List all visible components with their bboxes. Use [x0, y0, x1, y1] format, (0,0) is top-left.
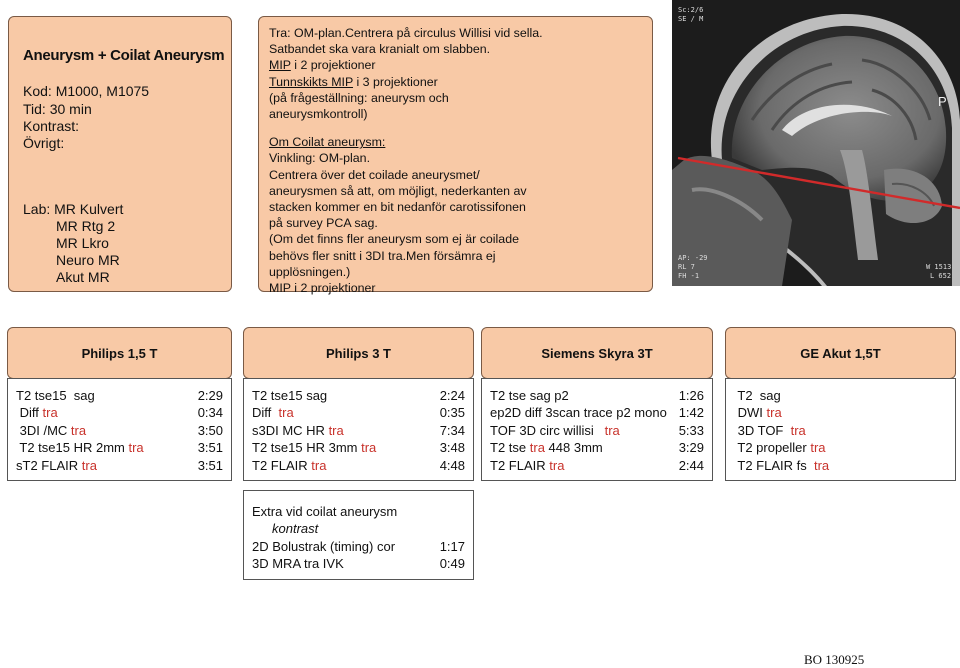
protocol-text: T2 tse15 sag — [16, 388, 95, 403]
protocol-row — [16, 404, 223, 421]
lab-item: MR Rtg 2 — [56, 218, 116, 234]
orientation-tag: tra — [790, 422, 806, 438]
protocol-text: T2 FLAIR — [490, 457, 550, 473]
protocol-row — [734, 457, 947, 474]
instr-line — [269, 74, 652, 90]
protocol-label — [734, 457, 829, 474]
orientation-tag: tra — [278, 405, 294, 421]
instr-line: Satbandet ska vara kranialt om slabben. — [269, 42, 491, 57]
mip-link: MIP — [269, 58, 291, 73]
protocol-text: DWI — [734, 405, 767, 421]
mri-label: FH -1 — [678, 272, 700, 280]
mri-label: AP: -29 — [678, 254, 708, 262]
protocol-label — [734, 387, 781, 404]
protocol-time: 0:34 — [197, 405, 223, 421]
protocol-row — [734, 404, 947, 421]
mri-label: L 652 — [930, 272, 952, 280]
lab-list — [23, 201, 123, 286]
protocol-title: Aneurysm + Coilat Aneurysm — [23, 47, 225, 64]
instr-line: Centrera över det coilade aneurysmet/ — [269, 167, 480, 182]
protocol-row — [490, 422, 704, 439]
tid-line: Tid: 30 min — [23, 101, 92, 117]
mri-graphic — [672, 0, 960, 286]
instr-line: (på frågeställning: aneurysm och — [269, 90, 449, 105]
protocol-text: 3DI /MC — [16, 422, 71, 438]
mri-label: SE / M — [678, 15, 704, 23]
protocol-text: s3DI MC HR — [252, 422, 329, 438]
protocol-text: sT2 FLAIR — [16, 457, 82, 473]
lab-item: Akut MR — [56, 269, 110, 285]
protocol-text: Diff — [252, 405, 279, 421]
instr-line: (Om det finns fler aneurysm som ej är coilade — [269, 232, 519, 247]
orientation-tag: tra — [766, 405, 782, 421]
protocol-text: T2 tse sag p2 — [490, 388, 569, 403]
protocol-time: 4:48 — [439, 457, 465, 473]
protocol-label — [16, 422, 86, 439]
instr-line: aneurysmen så att, om möjligt, nederkanten av — [269, 183, 527, 198]
orientation-tag: tra — [42, 405, 58, 421]
orientation-tag: tra — [128, 440, 144, 456]
extra-subtitle: kontrast — [272, 521, 319, 537]
protocol-label — [734, 439, 826, 456]
protocol-time: 3:51 — [197, 440, 223, 456]
orientation-tag: tra — [604, 422, 620, 438]
protocol-label — [490, 387, 569, 404]
protocol-row — [16, 439, 223, 456]
protocol-row — [490, 457, 704, 474]
mri-orientation: P — [938, 94, 947, 109]
protocol-card — [7, 378, 232, 481]
orientation-tag: tra — [810, 440, 826, 456]
extra-time: 0:49 — [439, 556, 465, 572]
instr-text: i 2 projektioner — [290, 58, 376, 73]
protocol-label — [16, 457, 97, 474]
extra-time: 1:17 — [439, 538, 465, 554]
kontrast-line: Kontrast: — [23, 118, 80, 134]
protocol-text: ep2D diff 3scan trace p2 mono — [490, 405, 667, 421]
instr-line: upplösningen.) — [269, 264, 351, 279]
document-code: BO 130925 — [804, 652, 865, 667]
kod-line: Kod: M1000, M1075 — [23, 83, 150, 99]
orientation-tag: tra — [549, 457, 565, 473]
protocol-label — [252, 439, 376, 456]
protocol-label — [252, 422, 344, 439]
protocol-label — [734, 422, 806, 439]
protocol-label — [490, 422, 620, 439]
orientation-tag: tra — [328, 422, 344, 438]
protocol-row — [252, 387, 465, 404]
extra-coil-box — [243, 490, 474, 580]
protocol-time: 3:50 — [197, 422, 223, 438]
protocol-time: 7:34 — [439, 422, 465, 438]
protocol-text: T2 propeller — [734, 440, 811, 456]
instr-text: i 3 projektioner — [353, 74, 438, 89]
protocol-label — [252, 404, 294, 421]
protocol-row — [252, 422, 465, 439]
protocol-text: 3D TOF — [734, 422, 791, 438]
protocol-time: 0:35 — [439, 405, 465, 421]
extra-row — [252, 538, 465, 555]
mri-label: RL 7 — [678, 263, 695, 271]
protocol-row — [252, 404, 465, 421]
instr-line: aneurysmkontroll) — [269, 107, 368, 122]
orientation-tag: tra — [813, 457, 830, 473]
protocol-card — [725, 378, 956, 481]
protocol-text: T2 FLAIR — [252, 457, 312, 473]
instr-line: behövs fler snitt i 3DI tra.Men försämra ej — [269, 248, 496, 263]
protocol-row — [734, 387, 947, 404]
protocol-card — [243, 378, 474, 481]
protocol-time: 2:44 — [678, 457, 704, 473]
orientation-tag: tra — [81, 457, 97, 473]
protocol-label — [490, 457, 564, 474]
scanner-header: Siemens Skyra 3T — [481, 327, 713, 379]
protocol-time: 2:24 — [439, 388, 465, 403]
protocol-label — [734, 404, 782, 421]
protocol-row — [490, 439, 704, 456]
protocol-info-box — [8, 16, 232, 292]
ovrigt-line: Övrigt: — [23, 135, 65, 151]
lab-first: Lab: MR Kulvert — [23, 201, 124, 217]
mri-label: W 1513 — [926, 263, 952, 271]
protocol-label — [16, 404, 58, 421]
instr-line: på survey PCA sag. — [269, 216, 378, 231]
protocol-row — [490, 404, 704, 421]
scanner-header: GE Akut 1,5T — [725, 327, 956, 379]
protocol-time: 1:26 — [678, 388, 704, 403]
protocol-label — [490, 439, 603, 456]
mri-sagittal-image — [672, 0, 960, 286]
protocol-time: 3:48 — [439, 440, 465, 456]
protocol-text: T2 tse15 sag — [252, 388, 328, 403]
protocol-row — [490, 387, 704, 404]
protocol-label — [252, 457, 326, 474]
lab-item: MR Lkro — [56, 235, 109, 251]
protocol-time: 1:42 — [678, 405, 704, 421]
extra-row — [252, 555, 465, 572]
protocol-row — [252, 457, 465, 474]
protocol-time: 3:29 — [678, 440, 704, 456]
coil-heading: Om Coilat aneurysm: — [269, 135, 386, 150]
instr-line: Tra: OM-plan.Centrera på circulus Willisi vid sella. — [269, 26, 543, 40]
protocol-row — [734, 422, 947, 439]
protocol-label — [16, 387, 95, 404]
protocol-label — [16, 439, 144, 456]
orientation-tag: tra — [361, 440, 377, 456]
orientation-tag: tra — [529, 440, 545, 456]
thin-mip-link: Tunnskikts MIP — [269, 74, 354, 89]
protocol-text: TOF 3D circ willisi — [490, 422, 605, 438]
protocol-text: Diff — [16, 405, 43, 421]
protocol-text: T2 tse15 HR 3mm — [252, 440, 362, 456]
protocol-text: T2 sag — [734, 388, 781, 403]
instr-line: Vinkling: OM-plan. — [269, 151, 371, 166]
protocol-row — [734, 439, 947, 456]
mri-label: Sc:2/6 — [678, 6, 704, 14]
protocol-label — [252, 387, 327, 404]
protocol-time: 5:33 — [678, 422, 704, 438]
protocol-time: 2:29 — [197, 388, 223, 403]
protocol-text: T2 FLAIR fs — [734, 457, 814, 473]
protocol-text: T2 tse15 HR 2mm — [16, 440, 129, 456]
extra-title: Extra vid coilat aneurysm — [252, 504, 398, 519]
protocol-card — [481, 378, 713, 481]
instructions-box — [258, 16, 653, 296]
extra-label: 3D MRA tra IVK — [252, 556, 344, 572]
instr-line: stacken kommer en bit nedanför carotissifonen — [269, 200, 526, 215]
orientation-tag: tra — [70, 422, 87, 438]
extra-label: 2D Bolustrak (timing) cor — [252, 538, 396, 554]
scanner-header: Philips 1,5 T — [7, 327, 232, 379]
protocol-text: T2 tse — [490, 440, 530, 456]
lab-item: Neuro MR — [56, 252, 120, 268]
protocol-row — [16, 387, 223, 404]
protocol-row — [16, 457, 223, 474]
protocol-row — [252, 439, 465, 456]
protocol-text: 448 3mm — [544, 440, 603, 456]
orientation-tag: tra — [311, 457, 327, 473]
instr-line — [269, 57, 652, 73]
protocol-row — [16, 422, 223, 439]
protocol-label — [490, 404, 667, 421]
instr-line: MIP i 2 projektioner — [269, 281, 376, 296]
scanner-header: Philips 3 T — [243, 327, 474, 379]
protocol-time: 3:51 — [197, 457, 223, 473]
